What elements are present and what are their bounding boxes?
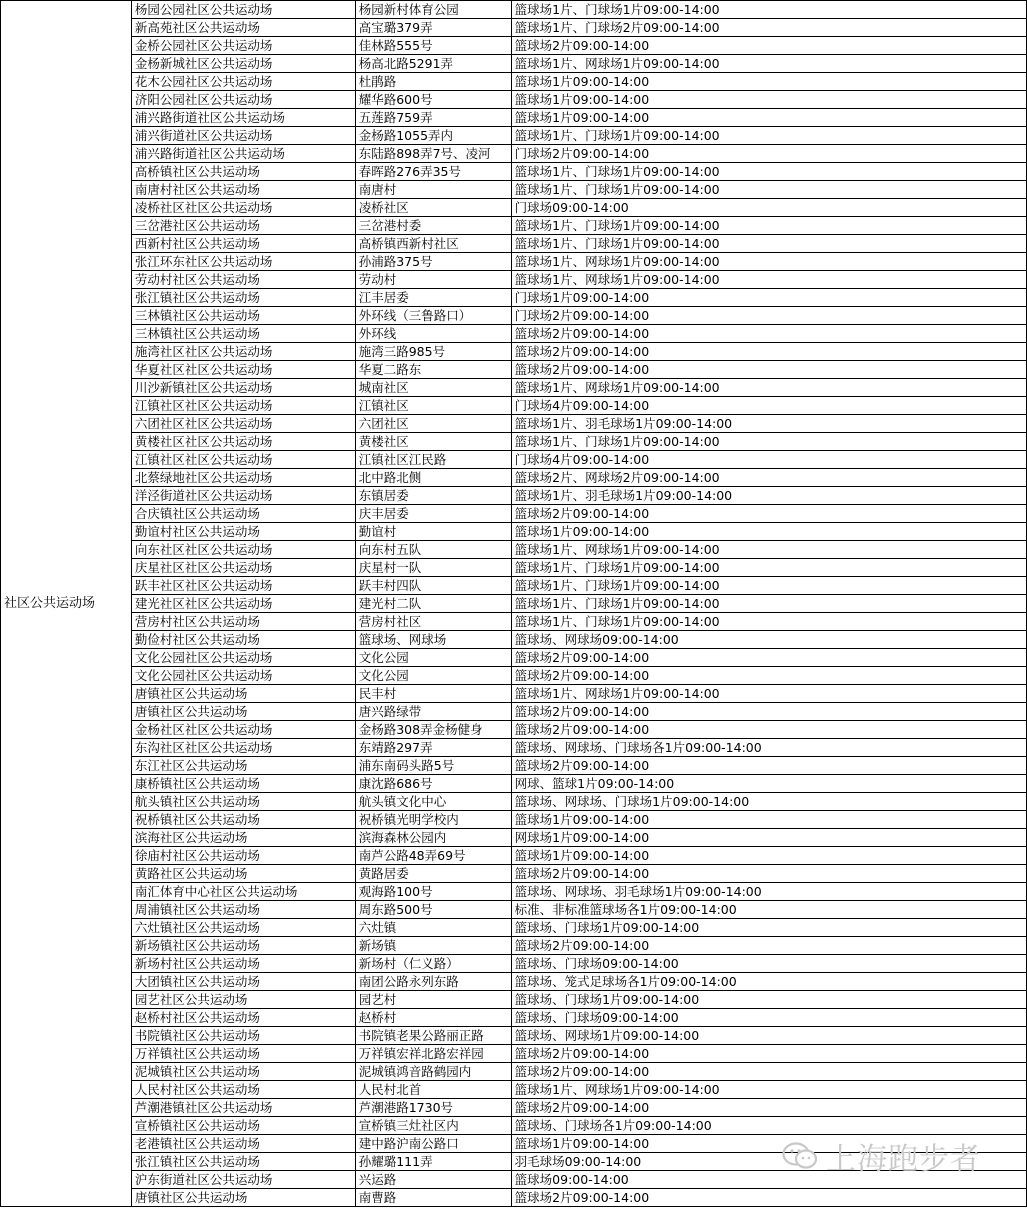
venue-name-cell: 向东社区社区公共运动场: [131, 541, 355, 559]
facilities-cell: 门球场4片09:00-14:00: [511, 397, 1026, 415]
table-row: [1, 253, 1027, 271]
address-cell: 黄路居委: [355, 865, 511, 883]
facilities-cell: 门球场1片09:00-14:00: [511, 289, 1026, 307]
address-cell: 新场镇: [355, 937, 511, 955]
table-row: [1, 109, 1027, 127]
facilities-cell: 篮球场1片、门球场1片09:00-14:00: [511, 217, 1026, 235]
address-cell: 东陆路898弄7号、凌河: [355, 145, 511, 163]
address-cell: 书院镇老果公路丽正路: [355, 1027, 511, 1045]
venue-name-cell: 园艺社区公共运动场: [131, 991, 355, 1009]
facilities-cell: 篮球场1片09:00-14:00: [511, 847, 1026, 865]
venue-name-cell: 花木公园社区公共运动场: [131, 73, 355, 91]
venue-name-cell: 芦潮港镇社区公共运动场: [131, 1099, 355, 1117]
address-cell: 孙浦路375号: [355, 253, 511, 271]
venue-name-cell: 航头镇社区公共运动场: [131, 793, 355, 811]
table-row: [1, 91, 1027, 109]
table-row: [1, 721, 1027, 739]
venue-name-cell: 浦兴路街道社区公共运动场: [131, 109, 355, 127]
address-cell: 江丰居委: [355, 289, 511, 307]
address-cell: 建中路沪南公路口: [355, 1135, 511, 1153]
facilities-cell: 篮球场、网球场09:00-14:00: [511, 631, 1026, 649]
venue-name-cell: 合庆镇社区公共运动场: [131, 505, 355, 523]
address-cell: 金杨路308弄金杨健身: [355, 721, 511, 739]
venue-name-cell: 文化公园社区公共运动场: [131, 649, 355, 667]
venue-name-cell: 新高苑社区公共运动场: [131, 19, 355, 37]
venue-name-cell: 黄路社区公共运动场: [131, 865, 355, 883]
facilities-cell: 篮球场1片、网球场1片09:00-14:00: [511, 1081, 1026, 1099]
table-row: [1, 1063, 1027, 1081]
table-row: [1, 163, 1027, 181]
table-row: [1, 127, 1027, 145]
address-cell: 春晖路276弄35号: [355, 163, 511, 181]
facilities-cell: 篮球场、网球场1片09:00-14:00: [511, 1027, 1026, 1045]
address-cell: 华夏二路东: [355, 361, 511, 379]
facilities-cell: 篮球场2片、网球场2片09:00-14:00: [511, 469, 1026, 487]
address-cell: 城南社区: [355, 379, 511, 397]
venue-name-cell: 唐镇社区公共运动场: [131, 685, 355, 703]
facilities-cell: 篮球场、笼式足球场各1片09:00-14:00: [511, 973, 1026, 991]
address-cell: 金杨路1055弄内: [355, 127, 511, 145]
watermark: [782, 1136, 981, 1176]
address-cell: 观海路100号: [355, 883, 511, 901]
venue-name-cell: 勤谊村社区公共运动场: [131, 523, 355, 541]
table-row: [1, 37, 1027, 55]
venue-name-cell: 滨海社区公共运动场: [131, 829, 355, 847]
venue-name-cell: 跃丰社区社区公共运动场: [131, 577, 355, 595]
table-row: [1, 307, 1027, 325]
table-row: [1, 649, 1027, 667]
venue-name-cell: 徐庙村社区公共运动场: [131, 847, 355, 865]
venue-name-cell: 万祥镇社区公共运动场: [131, 1045, 355, 1063]
facilities-cell: 篮球场1片、网球场1片09:00-14:00: [511, 271, 1026, 289]
facilities-cell: 篮球场1片、门球场1片09:00-14:00: [511, 613, 1026, 631]
facilities-cell: 篮球场、门球场09:00-14:00: [511, 1009, 1026, 1027]
facilities-cell: 篮球场1片、网球场1片09:00-14:00: [511, 541, 1026, 559]
venue-name-cell: 江镇社区社区公共运动场: [131, 397, 355, 415]
venue-name-cell: 文化公园社区公共运动场: [131, 667, 355, 685]
venue-name-cell: 北蔡绿地社区公共运动场: [131, 469, 355, 487]
table-row: [1, 937, 1027, 955]
address-cell: 庆丰居委: [355, 505, 511, 523]
table-row: [1, 883, 1027, 901]
table-row: [1, 1081, 1027, 1099]
facilities-cell: 篮球场2片09:00-14:00: [511, 667, 1026, 685]
facilities-cell: 网球、篮球1片09:00-14:00: [511, 775, 1026, 793]
wechat-icon: [782, 1141, 818, 1171]
facilities-cell: 篮球场1片、网球场1片09:00-14:00: [511, 685, 1026, 703]
address-cell: 佳林路555号: [355, 37, 511, 55]
address-cell: 唐兴路绿带: [355, 703, 511, 721]
table-row: [1, 919, 1027, 937]
address-cell: 凌桥社区: [355, 199, 511, 217]
table-row: [1, 523, 1027, 541]
facilities-cell: 篮球场、网球场、羽毛球场1片09:00-14:00: [511, 883, 1026, 901]
table-row: [1, 577, 1027, 595]
table-row: [1, 739, 1027, 757]
address-cell: 南曹路: [355, 1189, 511, 1207]
table-row: [1, 379, 1027, 397]
facilities-cell: 篮球场1片、网球场1片09:00-14:00: [511, 253, 1026, 271]
facilities-cell: 篮球场1片09:00-14:00: [511, 811, 1026, 829]
address-cell: 万祥镇宏祥北路宏祥园: [355, 1045, 511, 1063]
address-cell: 赵桥村: [355, 1009, 511, 1027]
facilities-cell: 篮球场、门球场09:00-14:00: [511, 955, 1026, 973]
facilities-cell: 篮球场1片09:00-14:00: [511, 1135, 1026, 1153]
address-cell: 文化公园: [355, 667, 511, 685]
facilities-cell: 篮球场1片、门球场1片09:00-14:00: [511, 163, 1026, 181]
address-cell: 芦潮港路1730号: [355, 1099, 511, 1117]
facilities-cell: 篮球场1片09:00-14:00: [511, 109, 1026, 127]
venue-name-cell: 西新村社区公共运动场: [131, 235, 355, 253]
address-cell: 人民村北首: [355, 1081, 511, 1099]
address-cell: 杨高北路5291弄: [355, 55, 511, 73]
address-cell: 五莲路759弄: [355, 109, 511, 127]
venue-name-cell: 凌桥社区社区公共运动场: [131, 199, 355, 217]
facilities-cell: 篮球场2片09:00-14:00: [511, 649, 1026, 667]
facilities-cell: 篮球场1片、网球场1片09:00-14:00: [511, 379, 1026, 397]
table-row: [1, 235, 1027, 253]
facilities-cell: 篮球场2片09:00-14:00: [511, 1045, 1026, 1063]
table-row: [1, 469, 1027, 487]
venue-name-cell: 浦兴路街道社区公共运动场: [131, 145, 355, 163]
venue-name-cell: 浦兴街道社区公共运动场: [131, 127, 355, 145]
venue-name-cell: 人民村社区公共运动场: [131, 1081, 355, 1099]
venue-name-cell: 劳动村社区公共运动场: [131, 271, 355, 289]
table-row: [1, 1099, 1027, 1117]
facilities-cell: 篮球场1片09:00-14:00: [511, 523, 1026, 541]
venue-name-cell: 济阳公园社区公共运动场: [131, 91, 355, 109]
address-cell: 高桥镇西新村社区: [355, 235, 511, 253]
address-cell: 孙耀璐111弄: [355, 1153, 511, 1171]
table-row: [1, 55, 1027, 73]
table-row: [1, 1009, 1027, 1027]
venue-name-cell: 大团镇社区公共运动场: [131, 973, 355, 991]
venue-name-cell: 南汇体育中心社区公共运动场: [131, 883, 355, 901]
venue-name-cell: 南唐村社区公共运动场: [131, 181, 355, 199]
address-cell: 祝桥镇光明学校内: [355, 811, 511, 829]
table-row: [1, 217, 1027, 235]
table-row: [1, 775, 1027, 793]
address-cell: 营房村社区: [355, 613, 511, 631]
venue-name-cell: 三林镇社区公共运动场: [131, 307, 355, 325]
table-row: [1, 865, 1027, 883]
address-cell: 篮球场、网球场: [355, 631, 511, 649]
facilities-cell: 篮球场、网球场、门球场1片09:00-14:00: [511, 793, 1026, 811]
venue-name-cell: 沪东街道社区公共运动场: [131, 1171, 355, 1189]
address-cell: 北中路北侧: [355, 469, 511, 487]
table-row: [1, 991, 1027, 1009]
table-row: [1, 199, 1027, 217]
address-cell: 庆星村一队: [355, 559, 511, 577]
address-cell: 东靖路297弄: [355, 739, 511, 757]
table-row: [1, 811, 1027, 829]
address-cell: 三岔港村委: [355, 217, 511, 235]
facilities-cell: 篮球场2片09:00-14:00: [511, 703, 1026, 721]
table-row: [1, 541, 1027, 559]
facilities-cell: 篮球场2片09:00-14:00: [511, 1063, 1026, 1081]
venue-name-cell: 周浦镇社区公共运动场: [131, 901, 355, 919]
facilities-cell: 篮球场09:00-14:00: [511, 1171, 1026, 1189]
venue-name-cell: 宣桥镇社区公共运动场: [131, 1117, 355, 1135]
table-row: [1, 793, 1027, 811]
facilities-cell: 篮球场1片、门球场1片09:00-14:00: [511, 235, 1026, 253]
venue-table-body: [1, 1, 1027, 1207]
facilities-cell: 篮球场、门球场1片09:00-14:00: [511, 991, 1026, 1009]
table-row: [1, 1117, 1027, 1135]
venue-name-cell: 三林镇社区公共运动场: [131, 325, 355, 343]
venue-name-cell: 老港镇社区公共运动场: [131, 1135, 355, 1153]
table-row: [1, 343, 1027, 361]
facilities-cell: 篮球场1片、门球场2片09:00-14:00: [511, 19, 1026, 37]
venue-name-cell: 张江镇社区公共运动场: [131, 289, 355, 307]
venue-name-cell: 新场镇社区公共运动场: [131, 937, 355, 955]
facilities-cell: 门球场09:00-14:00: [511, 199, 1026, 217]
table-row: [1, 1, 1027, 19]
address-cell: 六灶镇: [355, 919, 511, 937]
facilities-cell: 篮球场1片、门球场1片09:00-14:00: [511, 127, 1026, 145]
venue-name-cell: 东江社区公共运动场: [131, 757, 355, 775]
table-row: [1, 505, 1027, 523]
facilities-cell: 篮球场2片09:00-14:00: [511, 757, 1026, 775]
venue-name-cell: 庆星社区社区公共运动场: [131, 559, 355, 577]
table-row: [1, 145, 1027, 163]
watermark-text: 上海跑步者: [826, 1142, 981, 1177]
venue-name-cell: 张江镇社区公共运动场: [131, 1153, 355, 1171]
table-row: [1, 757, 1027, 775]
address-cell: 施湾三路985号: [355, 343, 511, 361]
facilities-cell: 篮球场2片09:00-14:00: [511, 721, 1026, 739]
facilities-cell: 篮球场2片09:00-14:00: [511, 343, 1026, 361]
venue-name-cell: 张江环东社区公共运动场: [131, 253, 355, 271]
table-row: [1, 361, 1027, 379]
category-cell: 社区公共运动场: [1, 1, 132, 1207]
facilities-cell: 篮球场1片、网球场1片09:00-14:00: [511, 55, 1026, 73]
venue-name-cell: 施湾社区社区公共运动场: [131, 343, 355, 361]
address-cell: 六团社区: [355, 415, 511, 433]
table-row: [1, 829, 1027, 847]
facilities-cell: 篮球场1片、羽毛球场1片09:00-14:00: [511, 415, 1026, 433]
address-cell: 航头镇文化中心: [355, 793, 511, 811]
address-cell: 建光村二队: [355, 595, 511, 613]
table-row: [1, 397, 1027, 415]
table-row: [1, 271, 1027, 289]
facilities-cell: 篮球场2片09:00-14:00: [511, 1189, 1026, 1207]
facilities-cell: 门球场2片09:00-14:00: [511, 145, 1026, 163]
table-row: [1, 19, 1027, 37]
venue-name-cell: 六团社区社区公共运动场: [131, 415, 355, 433]
address-cell: 勤谊村: [355, 523, 511, 541]
table-row: [1, 631, 1027, 649]
address-cell: 东镇居委: [355, 487, 511, 505]
facilities-cell: 篮球场1片、羽毛球场1片09:00-14:00: [511, 487, 1026, 505]
facilities-cell: 羽毛球场09:00-14:00: [511, 1153, 1026, 1171]
facilities-cell: 篮球场2片09:00-14:00: [511, 505, 1026, 523]
venue-name-cell: 唐镇社区公共运动场: [131, 1189, 355, 1207]
venue-name-cell: 川沙新镇社区公共运动场: [131, 379, 355, 397]
facilities-cell: 门球场4片09:00-14:00: [511, 451, 1026, 469]
venue-name-cell: 华夏社区社区公共运动场: [131, 361, 355, 379]
address-cell: 民丰村: [355, 685, 511, 703]
venue-name-cell: 黄楼社区社区公共运动场: [131, 433, 355, 451]
address-cell: 高宝璐379弄: [355, 19, 511, 37]
table-row: [1, 901, 1027, 919]
venue-name-cell: 祝桥镇社区公共运动场: [131, 811, 355, 829]
venue-name-cell: 泥城镇社区公共运动场: [131, 1063, 355, 1081]
facilities-cell: 篮球场2片09:00-14:00: [511, 37, 1026, 55]
facilities-cell: 篮球场1片09:00-14:00: [511, 91, 1026, 109]
venue-name-cell: 江镇社区社区公共运动场: [131, 451, 355, 469]
venue-name-cell: 六灶镇社区公共运动场: [131, 919, 355, 937]
venue-name-cell: 杨园公园社区公共运动场: [131, 1, 355, 19]
facilities-cell: 篮球场、网球场、门球场各1片09:00-14:00: [511, 739, 1026, 757]
facilities-cell: 门球场2片09:00-14:00: [511, 307, 1026, 325]
table-row: [1, 703, 1027, 721]
facilities-cell: 篮球场1片09:00-14:00: [511, 73, 1026, 91]
address-cell: 劳动村: [355, 271, 511, 289]
venue-name-cell: 书院镇社区公共运动场: [131, 1027, 355, 1045]
address-cell: 外环线: [355, 325, 511, 343]
address-cell: 江镇社区江民路: [355, 451, 511, 469]
address-cell: 兴运路: [355, 1171, 511, 1189]
facilities-cell: 篮球场2片09:00-14:00: [511, 361, 1026, 379]
table-row: [1, 955, 1027, 973]
address-cell: 江镇社区: [355, 397, 511, 415]
table-row: [1, 595, 1027, 613]
table-row: [1, 289, 1027, 307]
address-cell: 泥城镇鸿音路鹤园内: [355, 1063, 511, 1081]
table-row: [1, 1027, 1027, 1045]
table-row: [1, 451, 1027, 469]
facilities-cell: 篮球场2片09:00-14:00: [511, 937, 1026, 955]
address-cell: 新场村（仁义路）: [355, 955, 511, 973]
facilities-cell: 网球场1片09:00-14:00: [511, 829, 1026, 847]
facilities-cell: 篮球场2片09:00-14:00: [511, 865, 1026, 883]
address-cell: 黄楼社区: [355, 433, 511, 451]
facilities-cell: 篮球场2片09:00-14:00: [511, 1099, 1026, 1117]
address-cell: 耀华路600号: [355, 91, 511, 109]
address-cell: 向东村五队: [355, 541, 511, 559]
facilities-cell: 篮球场1片、门球场1片09:00-14:00: [511, 595, 1026, 613]
address-cell: 外环线（三鲁路口）: [355, 307, 511, 325]
address-cell: 滨海森林公园内: [355, 829, 511, 847]
address-cell: 南芦公路48弄69号: [355, 847, 511, 865]
address-cell: 周东路500号: [355, 901, 511, 919]
facilities-cell: 篮球场1片、门球场1片09:00-14:00: [511, 1, 1026, 19]
address-cell: 南唐村: [355, 181, 511, 199]
venue-name-cell: 金杨社区社区公共运动场: [131, 721, 355, 739]
venue-name-cell: 建光社区社区公共运动场: [131, 595, 355, 613]
facilities-cell: 篮球场、门球场1片09:00-14:00: [511, 919, 1026, 937]
address-cell: 南团公路永列东路: [355, 973, 511, 991]
address-cell: 园艺村: [355, 991, 511, 1009]
table-row: [1, 559, 1027, 577]
table-row: [1, 1189, 1027, 1207]
address-cell: 浦东南码头路5号: [355, 757, 511, 775]
table-row: [1, 325, 1027, 343]
table-row: [1, 433, 1027, 451]
venue-name-cell: 金桥公园社区公共运动场: [131, 37, 355, 55]
venue-name-cell: 赵桥村社区公共运动场: [131, 1009, 355, 1027]
venue-name-cell: 营房村社区公共运动场: [131, 613, 355, 631]
facilities-cell: 篮球场1片、门球场1片09:00-14:00: [511, 433, 1026, 451]
venue-name-cell: 唐镇社区公共运动场: [131, 703, 355, 721]
facilities-cell: 篮球场2片09:00-14:00: [511, 325, 1026, 343]
address-cell: 宣桥镇三灶社区内: [355, 1117, 511, 1135]
facilities-cell: 标准、非标准篮球场各1片09:00-14:00: [511, 901, 1026, 919]
table-row: [1, 487, 1027, 505]
table-row: [1, 847, 1027, 865]
table-row: [1, 973, 1027, 991]
venue-name-cell: 勤俭村社区公共运动场: [131, 631, 355, 649]
table-row: [1, 685, 1027, 703]
address-cell: 康沈路686号: [355, 775, 511, 793]
venue-name-cell: 三岔港社区公共运动场: [131, 217, 355, 235]
address-cell: 杜鹃路: [355, 73, 511, 91]
venue-name-cell: 康桥镇社区公共运动场: [131, 775, 355, 793]
facilities-cell: 篮球场、门球场各1片09:00-14:00: [511, 1117, 1026, 1135]
venue-name-cell: 洋泾街道社区公共运动场: [131, 487, 355, 505]
address-cell: 跃丰村四队: [355, 577, 511, 595]
table-row: [1, 667, 1027, 685]
table-row: [1, 73, 1027, 91]
facilities-cell: 篮球场1片、门球场1片09:00-14:00: [511, 559, 1026, 577]
table-row: [1, 1045, 1027, 1063]
address-cell: 杨园新村体育公园: [355, 1, 511, 19]
table-row: [1, 415, 1027, 433]
table-row: [1, 613, 1027, 631]
facilities-cell: 篮球场1片、门球场1片09:00-14:00: [511, 181, 1026, 199]
venue-name-cell: 金杨新城社区公共运动场: [131, 55, 355, 73]
venue-name-cell: 东沟社区社区公共运动场: [131, 739, 355, 757]
venue-name-cell: 新场村社区公共运动场: [131, 955, 355, 973]
venue-name-cell: 高桥镇社区公共运动场: [131, 163, 355, 181]
address-cell: 文化公园: [355, 649, 511, 667]
table-row: [1, 181, 1027, 199]
facilities-cell: 篮球场1片、门球场1片09:00-14:00: [511, 577, 1026, 595]
